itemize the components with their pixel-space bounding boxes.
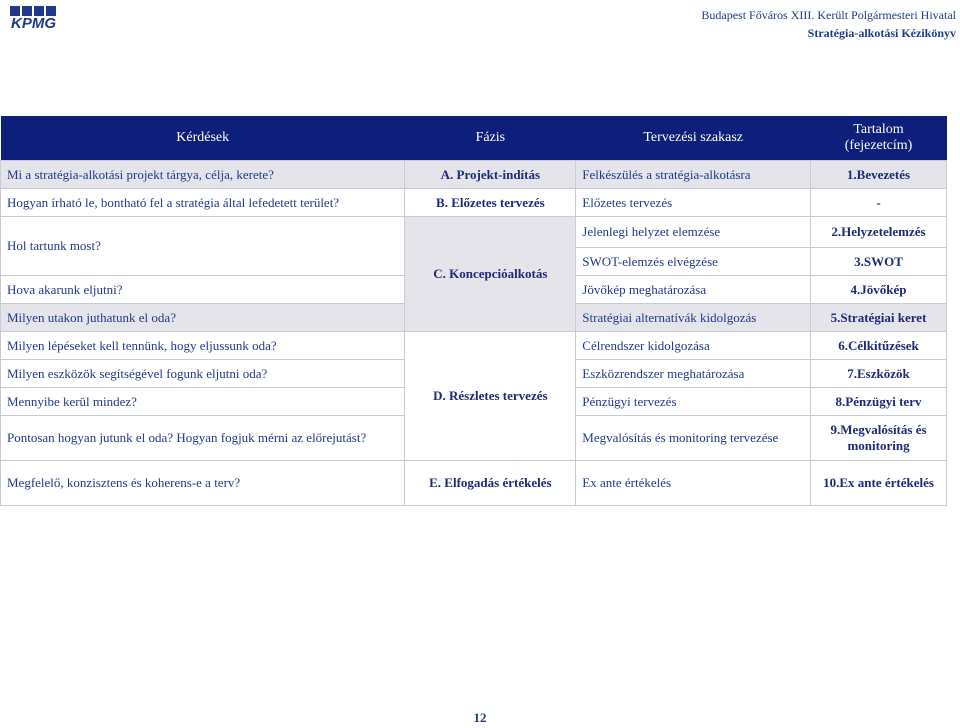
col-stage: Tervezési szakasz [576, 116, 811, 161]
content-cell: - [811, 189, 947, 217]
content-cell: 9.Megvalósítás és monitoring [811, 416, 947, 461]
document-header [701, 6, 956, 42]
stage-cell: Célrendszer kidolgozása [576, 332, 811, 360]
stage-cell: Jelenlegi helyzet elemzése [576, 217, 811, 248]
content-cell: 5.Stratégiai keret [811, 304, 947, 332]
stage-cell: Ex ante értékelés [576, 461, 811, 506]
content-cell: 2.Helyzetelemzés [811, 217, 947, 248]
question-cell: Hova akarunk eljutni? [1, 276, 405, 304]
page-number: 12 [473, 710, 487, 725]
table-row [1, 332, 947, 360]
phase-cell: D. Részletes tervezés [405, 332, 576, 461]
phase-cell: C. Koncepcióalkotás [405, 217, 576, 332]
stage-cell: Előzetes tervezés [576, 189, 811, 217]
kpmg-logo [8, 4, 70, 30]
question-cell: Milyen eszközök segítségével fogunk eljutni oda? [1, 360, 405, 388]
question-cell: Mennyibe kerül mindez? [1, 388, 405, 416]
col-content-line2: (fejezetcím) [844, 138, 913, 153]
content-cell: 3.SWOT [811, 248, 947, 276]
question-cell: Megfelelő, konzisztens és koherens-e a terv? [1, 461, 405, 506]
stage-cell: SWOT-elemzés elvégzése [576, 248, 811, 276]
document-title: Stratégia-alkotási Kézikönyv [807, 26, 956, 40]
table-row [1, 161, 947, 189]
question-cell: Milyen lépéseket kell tennünk, hogy eljussunk oda? [1, 332, 405, 360]
content-cell: 6.Célkitűzések [811, 332, 947, 360]
col-content [811, 116, 947, 161]
question-cell: Pontosan hogyan jutunk el oda? Hogyan fogjuk mérni az előrejutást? [1, 416, 405, 461]
col-questions: Kérdések [1, 116, 405, 161]
content-cell: 1.Bevezetés [811, 161, 947, 189]
svg-text:KPMG: KPMG [11, 15, 56, 30]
stage-cell: Pénzügyi tervezés [576, 388, 811, 416]
table-row [1, 217, 947, 248]
phase-cell: A. Projekt-indítás [405, 161, 576, 189]
content-cell: 7.Eszközök [811, 360, 947, 388]
strategy-table [0, 116, 947, 506]
content-cell: 10.Ex ante értékelés [811, 461, 947, 506]
phase-cell: B. Előzetes tervezés [405, 189, 576, 217]
stage-cell: Jövőkép meghatározása [576, 276, 811, 304]
organization-name: Budapest Főváros XIII. Került Polgármesteri Hivatal [701, 8, 956, 22]
col-phase: Fázis [405, 116, 576, 161]
table-row [1, 189, 947, 217]
phase-cell: E. Elfogadás értékelés [405, 461, 576, 506]
stage-cell: Felkészülés a stratégia-alkotásra [576, 161, 811, 189]
content-cell: 8.Pénzügyi terv [811, 388, 947, 416]
content-cell: 4.Jövőkép [811, 276, 947, 304]
question-cell: Milyen utakon juthatunk el oda? [1, 304, 405, 332]
table-header-row [1, 116, 947, 161]
question-cell: Hol tartunk most? [1, 217, 405, 276]
stage-cell: Eszközrendszer meghatározása [576, 360, 811, 388]
table-row [1, 461, 947, 506]
question-cell: Hogyan írható le, bontható fel a stratégia által lefedetett terület? [1, 189, 405, 217]
question-cell: Mi a stratégia-alkotási projekt tárgya, célja, kerete? [1, 161, 405, 189]
col-content-line1: Tartalom [853, 122, 904, 137]
stage-cell: Megvalósítás és monitoring tervezése [576, 416, 811, 461]
stage-cell: Stratégiai alternatívák kidolgozás [576, 304, 811, 332]
